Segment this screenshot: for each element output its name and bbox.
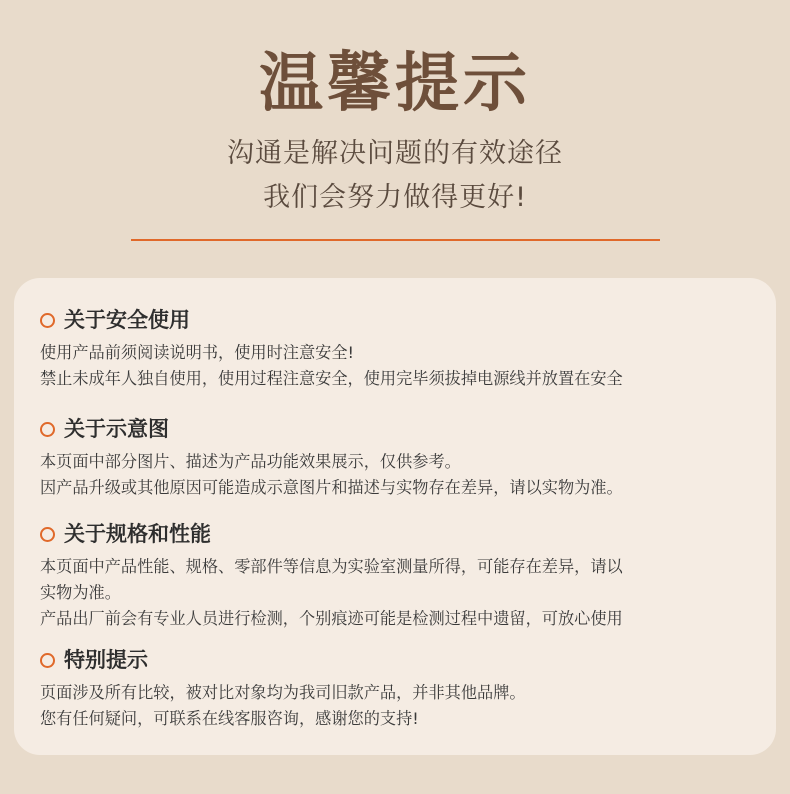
section-title: 关于示意图 [64,417,169,441]
section-line: 本页面中部分图片、描述为产品功能效果展示，仅供参考。 [40,452,461,471]
section-line: 页面涉及所有比较，被对比对象均为我司旧款产品，并非其他品牌。 [40,683,526,702]
section-header [40,644,760,676]
circle-bullet-icon [40,313,55,328]
circle-bullet-icon [40,653,55,668]
section-line: 本页面中产品性能、规格、零部件等信息为实验室测量所得，可能存在差异，请以 [40,557,623,576]
section-line: 实物为准。 [40,583,121,602]
subtitle-line-2: 我们会努力做得更好! [263,182,527,213]
page-title: 温馨提示 [259,47,531,121]
section-line: 产品出厂前会有专业人员进行检测，个别痕迹可能是检测过程中遗留，可放心使用 [40,609,623,628]
section-header [40,413,760,445]
section-title: 关于安全使用 [64,308,190,332]
circle-bullet-icon [40,422,55,437]
section-line: 因产品升级或其他原因可能造成示意图片和描述与实物存在差异，请以实物为准。 [40,478,623,497]
section-line: 使用产品前须阅读说明书，使用时注意安全! [40,343,355,362]
section-line: 您有任何疑问，可联系在线客服咨询，感谢您的支持! [40,709,419,728]
section-body [40,554,760,632]
section-header [40,518,760,550]
circle-bullet-icon [40,527,55,542]
section-title: 特别提示 [64,648,148,672]
section-body [40,680,760,732]
section-safety [40,304,760,392]
section-special [40,644,760,732]
section-line: 禁止未成年人独自使用，使用过程注意安全，使用完毕须拔掉电源线并放置在安全 [40,369,623,388]
header-divider [131,239,660,241]
section-illustration [40,413,760,501]
section-title: 关于规格和性能 [64,522,211,546]
section-body [40,449,760,501]
section-header [40,304,760,336]
subtitle-line-1: 沟通是解决问题的有效途径 [227,138,563,169]
notice-card [14,278,776,755]
section-body [40,340,760,392]
section-specs [40,518,760,632]
